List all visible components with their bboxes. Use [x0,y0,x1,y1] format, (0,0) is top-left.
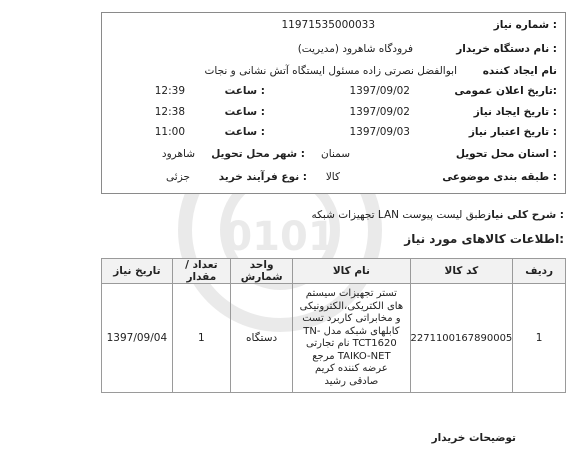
goods-table [101,258,566,393]
need-number-label: شماره نیاز : [493,19,557,31]
cell-name: تستر تجهیزات سیستم های الکتریکی،الکترونیکی و مخابراتی کاربرد تست کابلهای شبکه مدل TN-TCT1620 نام تجارتی TAIKO-NET مرجع عرضه کننده کریم صادقی رشید [293,284,410,393]
valid-date-row [102,126,565,146]
need-info-box [101,12,566,194]
public-time-label: ساعت : [224,85,265,97]
city: شاهرود [161,148,195,160]
table-row [102,284,566,393]
category-row [102,171,565,191]
buyer-org-label: نام دستگاه خریدار : [456,43,557,55]
goods-header-row [102,259,566,284]
cell-code: 2271100167890005 [410,284,513,393]
valid-date-label: تاریخ اعتبار نیاز : [468,126,557,138]
goods-section-title: اطلاعات کالاهای مورد نیاز: [404,232,564,246]
header-code: کد کالا [410,259,513,284]
category: کالا [325,171,340,183]
header-unit: واحد شمارش [230,259,292,284]
delivery-row [102,148,565,168]
creator: ابوالفضل نصرتی زاده مسئول ایستگاه آتش نشانی و نجات [204,65,457,77]
province: سمنان [321,148,350,160]
public-date: 1397/09/02 [349,85,410,97]
create-date-row [102,106,565,126]
city-label: شهر محل تحویل : [211,148,305,160]
public-time: 12:39 [154,85,185,97]
description-label: شرح کلی نیاز : [485,209,564,221]
need-number: 11971535000033 [281,19,375,31]
need-number-row [102,19,565,39]
cell-unit: دستگاه [230,284,292,393]
valid-time: 11:00 [154,126,185,138]
header-qty: تعداد / مقدار [172,259,230,284]
cell-date: 1397/09/04 [102,284,173,393]
process-label: نوع فرآیند خرید : [218,171,307,183]
valid-time-label: ساعت : [224,126,265,138]
public-date-label: تاریخ اعلان عمومی: [454,85,557,97]
creator-row [102,65,565,85]
buyer-org: فرودگاه شاهرود (مدیریت) [297,43,413,55]
create-time-label: ساعت : [224,106,265,118]
buyer-notes-label: توضیحات خریدار [431,432,516,444]
cell-index: 1 [513,284,566,393]
create-date-label: تاریخ ایجاد نیاز : [473,106,557,118]
valid-date: 1397/09/03 [349,126,410,138]
create-date: 1397/09/02 [349,106,410,118]
process: جزئی [166,171,190,183]
header-index: ردیف [513,259,566,284]
buyer-org-row [102,43,565,63]
header-date: تاریخ نیاز [102,259,173,284]
public-date-row [102,85,565,105]
svg-text:0101: 0101 [224,214,336,260]
creator-label: نام ایجاد کننده [482,65,557,77]
province-label: استان محل تحویل : [455,148,557,160]
category-label: طبقه بندی موضوعی : [442,171,557,183]
cell-qty: 1 [172,284,230,393]
description-value: تجهیزات شبکه LAN طبق لیست پیوست [311,209,486,221]
create-time: 12:38 [154,106,185,118]
header-name: نام کالا [293,259,410,284]
